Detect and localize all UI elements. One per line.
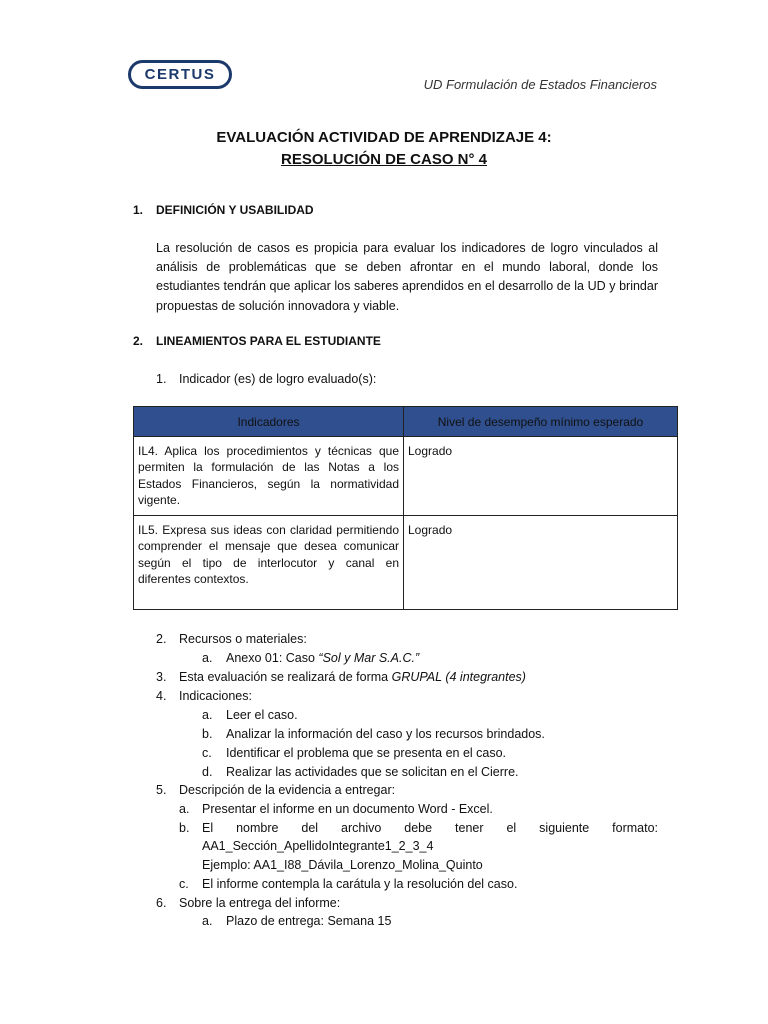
table-header-row — [134, 407, 678, 437]
sub1-number: 1. — [156, 372, 167, 386]
table-cell-level: Logrado — [404, 437, 678, 516]
document-title: EVALUACIÓN ACTIVIDAD DE APRENDIZAJE 4: — [216, 129, 552, 146]
list-subitem-text: Analizar la información del caso y los recursos brindados. — [226, 727, 545, 741]
list-item-text: Descripción de la evidencia a entregar: — [179, 783, 396, 797]
section1-number: 1. — [133, 203, 144, 217]
list-subitem-letter: b. — [179, 821, 190, 835]
list-subitem-letter: b. — [202, 727, 213, 741]
list-item-text: Recursos o materiales: — [179, 632, 307, 646]
evaluation-mode: GRUPAL (4 integrantes) — [391, 670, 526, 684]
list-subitem-text: Leer el caso. — [226, 708, 298, 722]
sub1-text: Indicador (es) de logro evaluado(s): — [179, 372, 377, 386]
evaluation-mode-label: Esta evaluación se realizará de forma — [179, 670, 392, 684]
file-format-instruction: El nombre del archivo debe tener el siguiente formato: — [202, 821, 658, 835]
list-subitem-letter: a. — [202, 708, 213, 722]
list-subitem-text: Plazo de entrega: Semana 15 — [226, 914, 392, 928]
section2-heading: LINEAMIENTOS PARA EL ESTUDIANTE — [156, 334, 381, 348]
document-subtitle: RESOLUCIÓN DE CASO N° 4 — [280, 151, 488, 168]
table-row — [134, 516, 678, 610]
header-subject: UD Formulación de Estados Financieros — [423, 77, 657, 92]
list-subitem-letter: a. — [202, 914, 213, 928]
list-item-number: 4. — [156, 689, 167, 703]
table-cell-level: Logrado — [404, 516, 678, 610]
table-header-indicators: Indicadores — [134, 407, 404, 437]
indicators-table — [133, 406, 678, 610]
table-row — [134, 437, 678, 516]
list-item-text: Sobre la entrega del informe: — [179, 896, 341, 910]
certus-logo: CERTUS — [128, 60, 232, 89]
table-header-level: Nivel de desempeño mínimo esperado — [404, 407, 678, 437]
section2-number: 2. — [133, 334, 144, 348]
file-format-example: Ejemplo: AA1_I88_Dávila_Lorenzo_Molina_Quinto — [202, 858, 483, 872]
list-item-text: Indicaciones: — [179, 689, 252, 703]
list-item-number: 6. — [156, 896, 167, 910]
annex-label: Anexo 01: Caso — [226, 651, 319, 665]
list-subitem-text: Identificar el problema que se presenta en el caso. — [226, 746, 507, 760]
list-item-number: 3. — [156, 670, 167, 684]
file-format-pattern: AA1_Sección_ApellidoIntegrante1_2_3_4 — [202, 839, 434, 853]
list-subitem-letter: d. — [202, 765, 213, 779]
list-item-text — [179, 670, 526, 684]
list-subitem-letter: c. — [202, 746, 212, 760]
list-subitem-text — [226, 651, 419, 665]
list-item-number: 5. — [156, 783, 167, 797]
list-subitem-text: Realizar las actividades que se solicitan en el Cierre. — [226, 765, 519, 779]
list-subitem-letter: a. — [179, 802, 190, 816]
section1-heading: DEFINICIÓN Y USABILIDAD — [156, 203, 314, 217]
table-cell-indicator: IL4. Aplica los procedimientos y técnicas que permiten la formulación de las Notas a los Estados Financieros, según la normatividad vigente. — [134, 437, 404, 516]
list-item-number: 2. — [156, 632, 167, 646]
list-subitem-text: El informe contempla la carátula y la resolución del caso. — [202, 877, 518, 891]
list-subitem-text: Presentar el informe en un documento Word - Excel. — [202, 802, 493, 816]
case-name: “Sol y Mar S.A.C.” — [318, 651, 420, 665]
list-subitem-letter: c. — [179, 877, 189, 891]
section1-paragraph: La resolución de casos es propicia para evaluar los indicadores de logro vinculados al análisis de problemáticas que se deben afrontar en el mundo laboral, donde los estudiantes tendrán que aplicar los saberes aprendidos en el desarrollo de la UD y brindar propuestas de solución innovadora y viable. — [156, 241, 658, 313]
list-subitem-letter: a. — [202, 651, 213, 665]
table-cell-indicator: IL5. Expresa sus ideas con claridad permitiendo comprender el mensaje que desea comunicar según el tipo de interlocutor y canal en diferentes contextos. — [134, 516, 404, 610]
